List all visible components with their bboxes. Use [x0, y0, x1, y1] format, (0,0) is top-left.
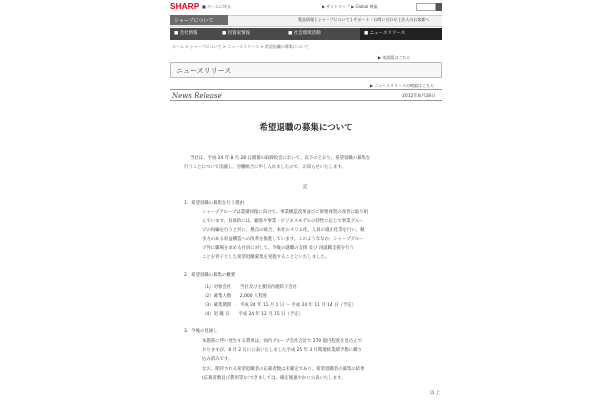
section-3-line: おりますが、8 月 2 日に公表いたしました平成 25 年 3 月期連結業績予想に織り [202, 348, 362, 353]
section-1-line: プ外に職場を求める社員に対して、今後の就職の支援 及び 再就職支援を行う [202, 246, 354, 251]
section-3-line: なお、期待される希望退職者の応募者数は未確定であり、希望退職者の募集の結果 [202, 367, 365, 372]
section-2-item: （4）退 職 日 平成 24 年 12 月 15 日（予定） [202, 312, 303, 317]
search-icon[interactable] [436, 3, 442, 11]
nav-item-csr[interactable]: ■ 社会環境活動 [288, 31, 321, 36]
intro-line: 行うことについて決議し、労働組合に申し入れましたので、お知らせいたします。 [184, 165, 346, 170]
release-date: 2012年8月28日 [402, 94, 436, 99]
section-2-item: （2）募集人数 2,000 人程度 [202, 294, 268, 299]
section-3-line: 本施策に伴い発生する費用は、国内グループ会社合計で 270 億円程度を見込んで [202, 339, 363, 344]
nav-item-label: 投資家情報 [227, 31, 251, 36]
section-1-line: シャープグループは業績回復に向けて、事業構造改革並びに財務体質の改善に取り組 [202, 210, 368, 215]
nav-item-label: 会社情報 [179, 31, 198, 36]
section-1-line: 争力のある収益構造への改革を推進しています。このようななか、シャープグルー [202, 237, 364, 242]
divider [170, 100, 442, 101]
nav-item-company[interactable]: ■ 会社情報 [174, 31, 198, 36]
divider [170, 89, 442, 90]
nav-item-news[interactable]: ■ ニュースリリース [364, 31, 406, 36]
news-heading: ニュースリリース [176, 67, 232, 75]
ki-marker: 記 [303, 185, 308, 190]
article-title: 希望退職の募集について [259, 123, 353, 133]
section-3-line: 込み済みです。 [202, 357, 233, 362]
section-2-heading: 2．希望退職の募集の概要 [184, 273, 236, 278]
news-search-link[interactable]: ▶ ニュースリリースの検索はこちら [370, 83, 434, 88]
section-3-line: (応募者数及び費用等)につきましては、確定後速やかに公表いたします。 [202, 376, 346, 381]
sharp-logo[interactable]: SHARP [170, 2, 200, 11]
home-link[interactable]: ■ ホームに戻る [202, 4, 232, 9]
nav-item-investors[interactable]: ■ 投資家情報 [222, 31, 251, 36]
news-release-label: News Release [172, 92, 222, 100]
utility-links[interactable]: ▶ サイトマップ ▶ Global 検索 [322, 4, 378, 9]
english-version-link[interactable]: ▶ 英語版はこちら [378, 55, 411, 60]
section-1-line: プの再編を行うと共に、拠点の統合、本社のスリム化、人員の適正化等を行い、競 [202, 228, 365, 233]
section-1-heading: 1．希望退職の募集を行う理由 [184, 201, 244, 206]
nav-item-label: ニュースリリース [369, 31, 406, 36]
press-release-page [170, 0, 442, 400]
section-1-line: んでいます。具体的には、顧客や事業・ビジネスモデルの特性に応じて事業グルー [202, 219, 364, 224]
section-1-line: ことを骨子とした希望退職募集を実施することといたしました。 [202, 255, 330, 260]
section-links[interactable]: 製品情報 | シャープについて | サポート・お問い合わせ | 法人のお客様へ [298, 17, 430, 22]
intro-line: 当社は、平成 24 年 8 月 28 日開催の取締役会において、以下のとおり、希望退職の募集を [190, 156, 371, 161]
closing-mark: 以 上 [430, 391, 441, 396]
section-2-item: （1）対象会社 当社及び主要国内連結子会社 [202, 285, 297, 290]
nav-item-label: 社会環境活動 [293, 31, 321, 36]
section-title: シャープについて [174, 18, 214, 24]
section-2-item: （3）募集期間 平成 24 年 11 月 1 日 ～ 平成 24 年 11 月 14 日（予定） [202, 303, 357, 308]
breadcrumb[interactable]: ホーム > シャープについて > ニュースリリース > 希望退職の募集について [172, 44, 309, 49]
search-input[interactable] [416, 3, 436, 11]
section-3-heading: 3．今後の見通し [184, 329, 218, 334]
